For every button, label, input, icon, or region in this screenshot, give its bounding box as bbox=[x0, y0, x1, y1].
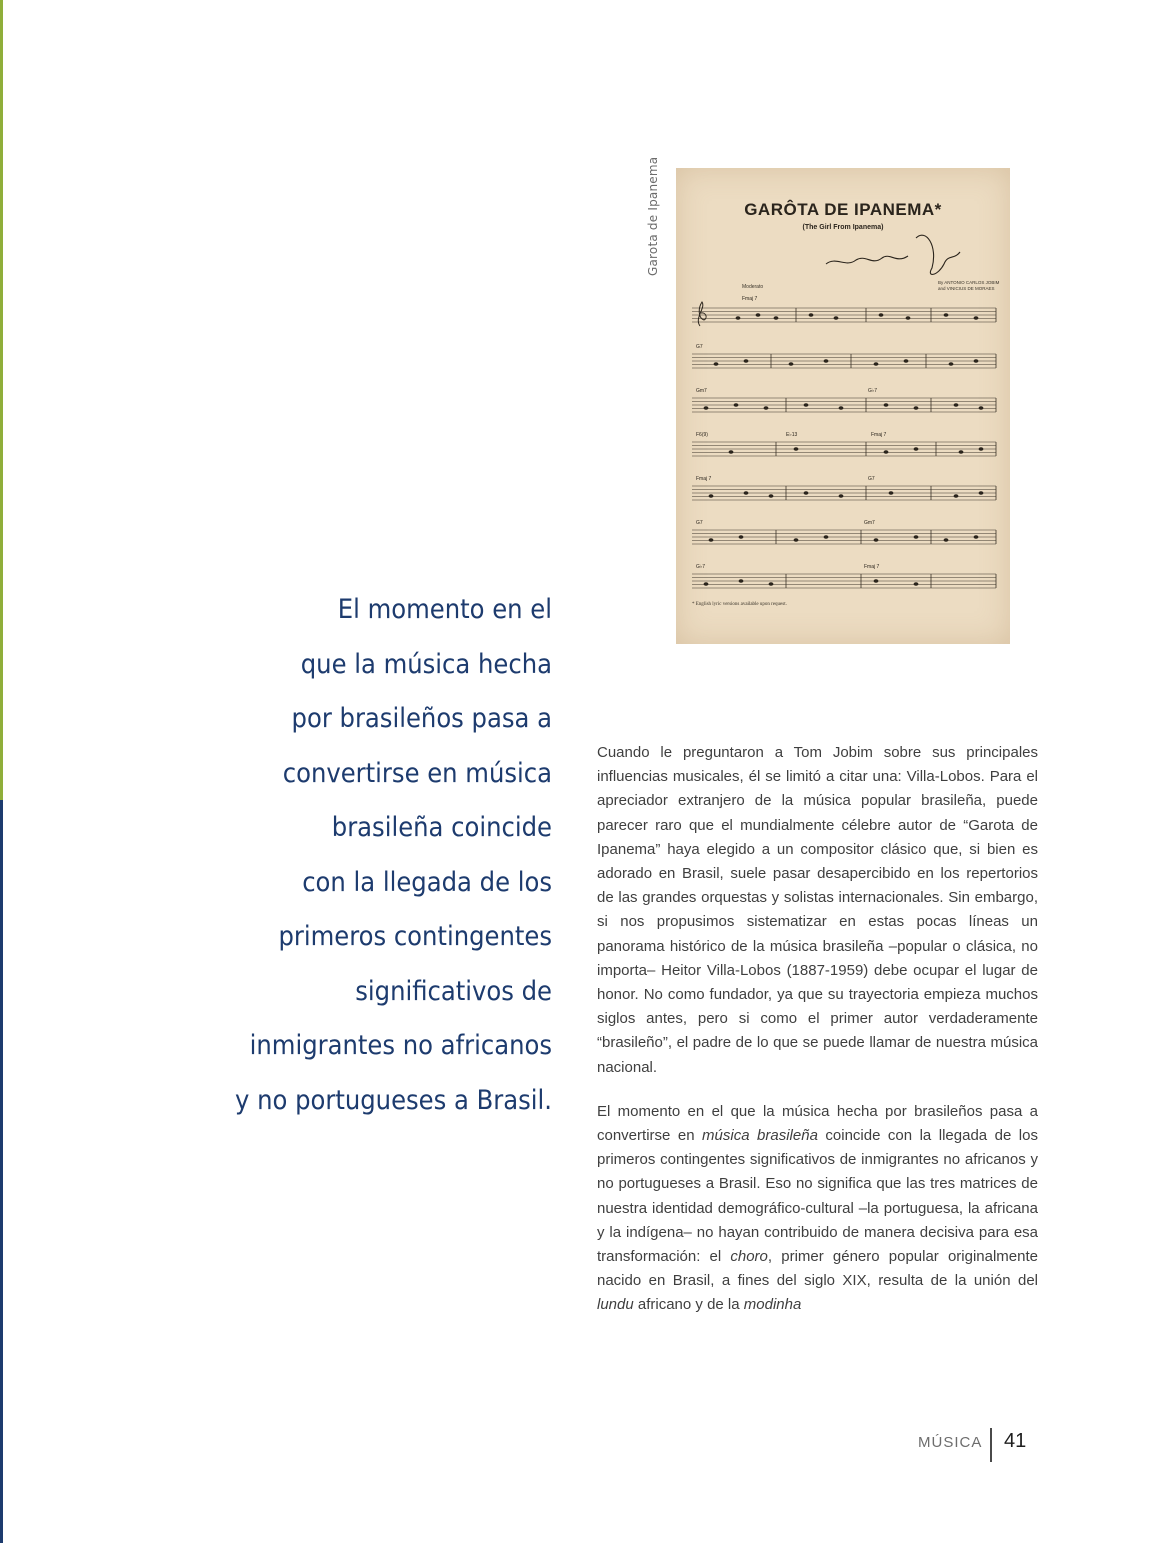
paragraph-1: Cuando le preguntaron a Tom Jobim sobre sus principales influencias musicales, él se limitó a citar una: Villa-Lobos. Para el apreciador extranjero de la música popular brasileña, puede parecer raro que el mundialmente célebre autor de “Garota de Ipanema” haya elegido a un compositor clásico que, si bien es adorado en Brasil, suele pasar desapercibido en los repertorios de las grandes orquestas y solistas internacionales. Sin embargo, si nos propusimos sistematizar en estas pocas líneas un panorama histórico de la música brasileña –popular o clásica, no importa– Heitor Villa-Lobos (1887-1959) debe ocupar el lugar de honor. No como fundador, ya que su trayectoria empieza muchos siglos antes, pero si como el primer autor verdaderamente “brasileño”, el padre de lo que se puede llamar de nuestra música nacional. bbox=[597, 744, 1038, 1076]
pull-quote-line: El momento en el bbox=[337, 594, 552, 625]
pull-quote-line: significativos de bbox=[355, 975, 552, 1007]
sheet-music-image bbox=[676, 168, 1010, 644]
chord-label: G7 bbox=[696, 520, 703, 526]
chord-label: G7 bbox=[868, 476, 875, 482]
pull-quote-line: inmigrantes no africanos bbox=[249, 1030, 552, 1061]
paragraph-2-text: , primer género popular originalmente nacido en Brasil, a fines del siglo XIX, resulta de la unión del bbox=[597, 1248, 1039, 1290]
autograph-signature bbox=[826, 235, 960, 274]
pull-quote-line: por brasileños pasa a bbox=[291, 703, 552, 734]
chord-label: G♭7 bbox=[868, 388, 878, 394]
emphasis-text: choro bbox=[730, 1248, 768, 1266]
sheet-tempo: Moderato bbox=[742, 284, 764, 290]
chord-label: Gm7 bbox=[696, 388, 707, 394]
barlines bbox=[771, 308, 996, 588]
chord-label: Fmaj 7 bbox=[696, 476, 712, 482]
paragraph-2 bbox=[597, 1100, 1038, 1318]
emphasis-text: lundu bbox=[597, 1296, 634, 1314]
staff-5 bbox=[692, 486, 996, 500]
emphasis-text: música brasileña bbox=[702, 1127, 818, 1145]
pull-quote-line: brasileña coincide bbox=[331, 812, 552, 843]
pull-quote-line: y no portugueses a Brasil. bbox=[235, 1084, 552, 1116]
chord-label: G7 bbox=[696, 344, 703, 350]
pull-quote bbox=[232, 583, 552, 1128]
pull-quote-line: con la llegada de los bbox=[302, 866, 552, 898]
chord-label: F6(9) bbox=[696, 432, 708, 438]
footer-divider bbox=[990, 1428, 992, 1462]
staff-2 bbox=[692, 354, 996, 368]
paragraph-2-text: coincide con la llegada de los primeros contingentes significativos de inmigrantes no africanos y no portugueses a Brasil. Eso no significa que las tres matrices de nuestra identidad demográfico-cultural –la portuguesa, la africana y la indígena– no hayan contribuido de manera decisiva para esa transformación: el bbox=[597, 1127, 1038, 1266]
page-number: 41 bbox=[1004, 1430, 1027, 1452]
staff-7 bbox=[692, 574, 996, 588]
sheet-credit-line: By ANTONIO CARLOS JOBIM bbox=[938, 280, 1000, 285]
chord-label: Fmaj 7 bbox=[871, 432, 887, 438]
page-edge-accent-blue bbox=[0, 800, 3, 1543]
sheet-credit bbox=[938, 280, 999, 292]
paragraph-2-text: El momento en el que la música hecha por brasileños pasa a convertirse en bbox=[597, 1102, 1038, 1145]
pull-quote-line: convertirse en música bbox=[282, 757, 552, 789]
emphasis-text: modinha bbox=[743, 1296, 802, 1314]
sheet-title: GARÔTA DE IPANEMA* bbox=[744, 200, 942, 219]
chord-label: G♭7 bbox=[696, 564, 706, 570]
staff-4 bbox=[692, 442, 996, 456]
article-body bbox=[597, 741, 1038, 1338]
sheet-music-staves bbox=[676, 168, 1010, 644]
chord-label: Fmaj 7 bbox=[742, 296, 758, 302]
chord-label: E♭13 bbox=[786, 432, 798, 438]
pull-quote-line: primeros contingentes bbox=[278, 921, 552, 952]
chord-label: Gm7 bbox=[864, 520, 875, 526]
treble-clef bbox=[698, 302, 706, 326]
chord-label: Fmaj 7 bbox=[864, 564, 880, 570]
page-edge-accent-green bbox=[0, 0, 3, 800]
sheet-credit-line: and VINICIUS DE MORAES bbox=[938, 286, 995, 291]
figure-caption: Garota de Ipanema bbox=[646, 156, 660, 276]
sheet-subtitle: (The Girl From Ipanema) bbox=[802, 224, 884, 231]
sheet-footnote: * English lyric versions available upon request. bbox=[692, 602, 787, 607]
staff-1 bbox=[692, 308, 996, 322]
pull-quote-line: que la música hecha bbox=[300, 648, 552, 680]
staff-6 bbox=[692, 530, 996, 544]
footer-section-label: MÚSICA bbox=[918, 1434, 983, 1451]
paragraph-2-text: africano y de la bbox=[633, 1296, 744, 1314]
